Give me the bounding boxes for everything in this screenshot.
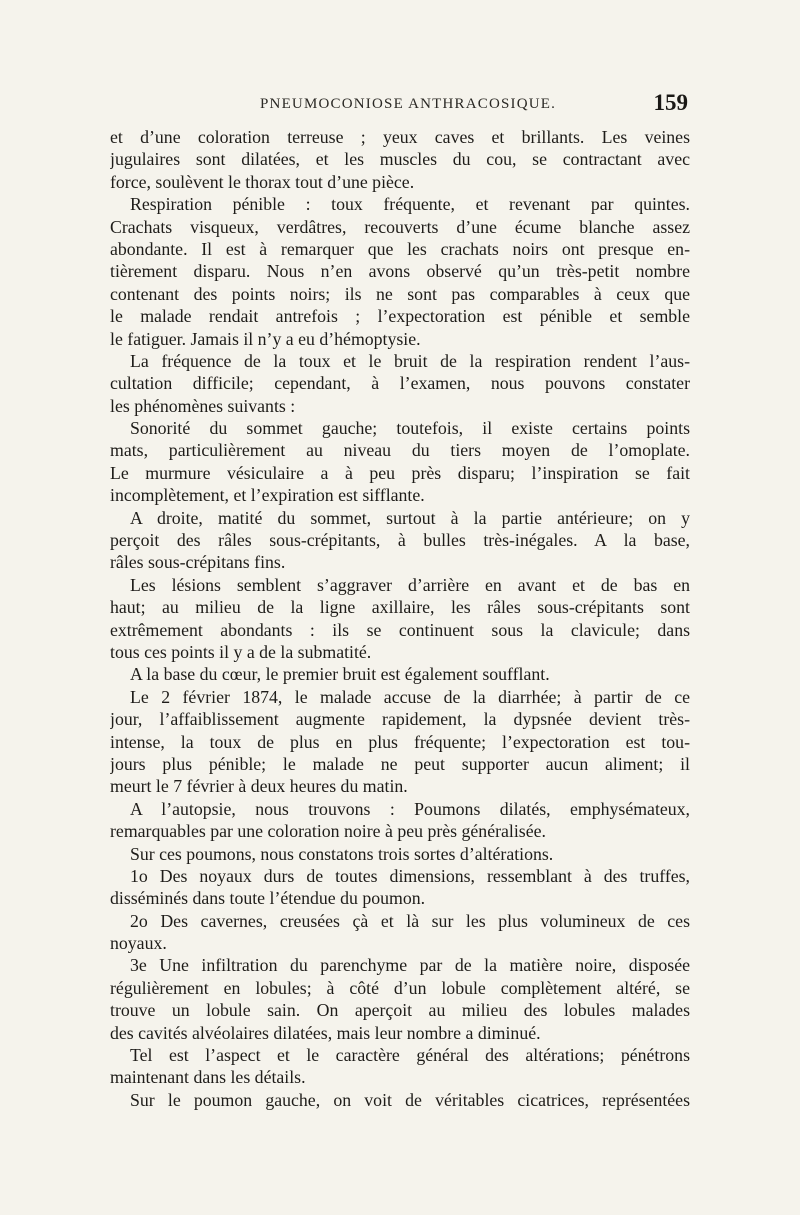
text-line: contenant des points noirs; ils ne sont pas comparables à ceux que [110, 283, 690, 304]
page-header [110, 90, 688, 120]
text-line: 3e Une infiltration du parenchyme par de la matière noire, disposée [130, 955, 690, 976]
text-line: meurt le 7 février à deux heures du matin. [110, 776, 408, 797]
text-line: Les lésions semblent s’aggraver d’arrière en avant et de bas en [130, 574, 690, 595]
text-line: jours plus pénible; le malade ne peut supporter aucun aliment; il [110, 753, 690, 774]
text-line: 2o Des cavernes, creusées çà et là sur les plus volumineux de ces [130, 910, 690, 931]
text-line: Sur ces poumons, nous constatons trois sortes d’altérations. [130, 843, 554, 864]
text-line: La fréquence de la toux et le bruit de la respiration rendent l’aus- [130, 350, 690, 371]
text-line: Sur le poumon gauche, on voit de véritables cicatrices, représentées [130, 1089, 690, 1110]
text-line: le malade rendait antrefois ; l’expectoration est pénible et semble [110, 306, 690, 327]
text-line: perçoit des râles sous-crépitants, à bulles très-inégales. A la base, [110, 530, 690, 551]
text-line: des cavités alvéolaires dilatées, mais leur nombre a diminué. [110, 1022, 541, 1043]
text-line: noyaux. [110, 933, 167, 954]
text-line: remarquables par une coloration noire à peu près généralisée. [110, 821, 546, 842]
text-line: force, soulèvent le thorax tout d’une pièce. [110, 171, 415, 192]
text-line: A l’autopsie, nous trouvons : Poumons dilatés, emphysémateux, [130, 798, 690, 819]
text-line: extrêmement abondants : ils se continuent sous la clavicule; dans [110, 619, 690, 640]
text-line: incomplètement, et l’expiration est sifflante. [110, 485, 425, 506]
text-line: Le 2 février 1874, le malade accuse de la diarrhée; à partir de ce [130, 686, 690, 707]
text-line: A la base du cœur, le premier bruit est également soufflant. [130, 664, 550, 685]
text-line: intense, la toux de plus en plus fréquente; l’expectoration est tou- [110, 731, 690, 752]
text-line: les phénomènes suivants : [110, 395, 296, 416]
text-line: 1o Des noyaux durs de toutes dimensions, ressemblant à des truffes, [130, 865, 690, 886]
text-line: Sonorité du sommet gauche; toutefois, il existe certains points [130, 418, 690, 439]
text-line: et d’une coloration terreuse ; yeux caves et brillants. Les veines [110, 127, 690, 147]
text-line: trouve un lobule sain. On aperçoit au milieu des lobules malades [110, 1000, 690, 1021]
text-line: tous ces points il y a de la submatité. [110, 641, 372, 662]
text-line: A droite, matité du sommet, surtout à la partie antérieure; on y [130, 507, 690, 528]
text-line: Tel est l’aspect et le caractère général des altérations; pénétrons [130, 1045, 690, 1066]
text-line: le fatiguer. Jamais il n’y a eu d’hémoptysie. [110, 328, 421, 349]
text-line: haut; au milieu de la ligne axillaire, les râles sous-crépitants sont [110, 597, 690, 618]
text-line: disséminés dans toute l’étendue du poumon. [110, 888, 426, 909]
text-line: jour, l’affaiblissement augmente rapidement, la dypsnée devient très- [110, 709, 690, 730]
text-line: Respiration pénible : toux fréquente, et revenant par quintes. [130, 194, 690, 215]
text-line: mats, particulièrement au niveau du tiers moyen de l’omoplate. [110, 440, 690, 461]
text-line: râles sous-crépitans fins. [110, 552, 286, 573]
text-line: tièrement disparu. Nous n’en avons observé qu’un très-petit nombre [110, 261, 690, 282]
text-line: abondante. Il est à remarquer que les crachats noirs ont presque en- [110, 238, 690, 259]
text-line: jugulaires sont dilatées, et les muscles du cou, se contractant avec [110, 149, 690, 170]
page-number: 159 [653, 90, 688, 115]
text-line: cultation difficile; cependant, à l’examen, nous pouvons constater [110, 373, 690, 394]
text-line: Le murmure vésiculaire a à peu près disparu; l’inspiration se fait [110, 462, 690, 483]
text-line: régulièrement en lobules; à côté d’un lobule complètement altéré, se [110, 977, 690, 998]
text-line: Crachats visqueux, verdâtres, recouverts d’une écume blanche assez [110, 216, 690, 237]
text-line: maintenant dans les détails. [110, 1067, 306, 1088]
running-title: PNEUMOCONIOSE ANTHRACOSIQUE. [260, 96, 557, 112]
body-text [110, 126, 690, 1111]
